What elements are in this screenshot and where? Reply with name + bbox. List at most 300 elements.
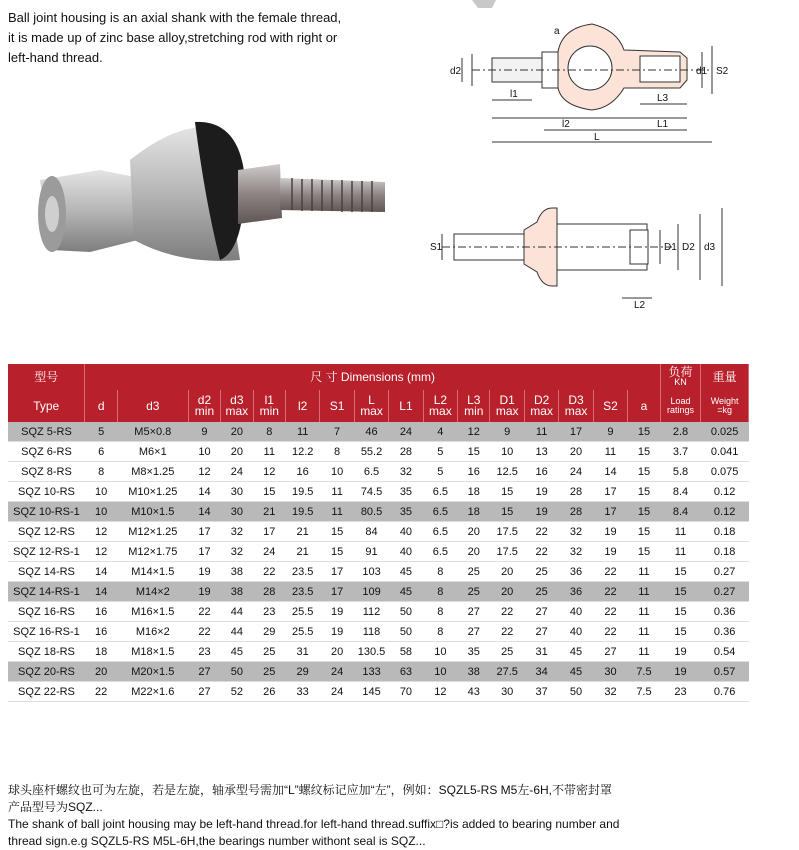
value-cell: 8 (423, 562, 457, 582)
value-cell: 20 (221, 422, 253, 442)
value-cell: M16×2 (117, 622, 188, 642)
column-header-sub: min (464, 404, 484, 418)
value-cell: 11 (593, 442, 627, 462)
column-header (253, 390, 285, 422)
value-cell: 0.18 (701, 542, 749, 562)
value-cell: 20 (85, 662, 117, 682)
value-cell: 22 (593, 622, 627, 642)
value-cell: 10 (423, 662, 457, 682)
value-cell: 15 (628, 542, 661, 562)
dim-label-l1-upper: L1 (657, 119, 669, 130)
value-cell: 5 (85, 422, 117, 442)
value-cell: 15 (660, 562, 701, 582)
value-cell: 19 (320, 602, 354, 622)
column-header-sub: max (429, 404, 452, 418)
value-cell: 11 (285, 422, 319, 442)
column-header-main: d (97, 398, 105, 413)
dim-label-d1: d1 (696, 66, 708, 77)
value-cell: 6.5 (423, 502, 457, 522)
column-header-main: L3 (467, 393, 481, 407)
column-header-main: d3 (230, 393, 244, 407)
value-cell: 21 (285, 522, 319, 542)
value-cell: 19.5 (285, 482, 319, 502)
value-cell: 14 (85, 582, 117, 602)
value-cell: 24 (221, 462, 253, 482)
intro-text (8, 8, 408, 68)
value-cell: 15 (628, 482, 661, 502)
dim-label-l3: L3 (657, 93, 669, 104)
model-cell: SQZ 5-RS (8, 422, 85, 442)
dim-label-D1: D1 (664, 242, 677, 253)
value-cell: M22×1.6 (117, 682, 188, 702)
column-header (221, 390, 253, 422)
value-cell: 25 (253, 642, 285, 662)
value-cell: 40 (389, 522, 423, 542)
value-cell: 19 (188, 582, 220, 602)
column-header-sub: max (495, 404, 519, 418)
header-load (660, 364, 701, 390)
value-cell: 27 (458, 622, 490, 642)
value-cell: 22 (188, 602, 220, 622)
value-cell: 11 (628, 622, 661, 642)
value-cell: 19 (524, 502, 558, 522)
column-header-sub: min (194, 404, 215, 418)
column-header (458, 390, 490, 422)
value-cell: 8 (423, 622, 457, 642)
value-cell: 18 (458, 502, 490, 522)
table-row (8, 522, 749, 542)
model-cell: SQZ 10-RS (8, 482, 85, 502)
note-cn-2: 产品型号为SQZ... (8, 800, 103, 814)
value-cell: 24 (559, 462, 593, 482)
value-cell: 2.8 (660, 422, 701, 442)
value-cell: 40 (389, 542, 423, 562)
value-cell: 45 (559, 642, 593, 662)
value-cell: 50 (559, 682, 593, 702)
technical-drawing-side (412, 0, 797, 150)
value-cell: 20 (490, 582, 524, 602)
value-cell: 7.5 (628, 662, 661, 682)
value-cell: 10 (85, 502, 117, 522)
value-cell: 16 (85, 622, 117, 642)
value-cell: 23.5 (285, 582, 319, 602)
column-header (285, 390, 319, 422)
table-row (8, 662, 749, 682)
value-cell: 74.5 (354, 482, 388, 502)
model-cell: SQZ 20-RS (8, 662, 85, 682)
value-cell: 0.54 (701, 642, 749, 662)
value-cell: 25 (490, 642, 524, 662)
value-cell: 17 (253, 522, 285, 542)
column-header (117, 390, 188, 422)
column-header (593, 390, 627, 422)
value-cell: 28 (389, 442, 423, 462)
dim-label-L2: L2 (634, 300, 646, 310)
value-cell: M14×2 (117, 582, 188, 602)
value-cell: 63 (389, 662, 423, 682)
dim-label-l2: l2 (562, 119, 570, 130)
value-cell: 22 (253, 562, 285, 582)
value-cell: 22 (524, 542, 558, 562)
value-cell: 0.27 (701, 582, 749, 602)
model-cell: SQZ 6-RS (8, 442, 85, 462)
value-cell: 0.18 (701, 522, 749, 542)
intro-line-1: Ball joint housing is an axial shank with the female thread, (8, 10, 342, 25)
value-cell: 10 (188, 442, 220, 462)
table-row (8, 482, 749, 502)
value-cell: 19 (660, 642, 701, 662)
value-cell: 45 (559, 662, 593, 682)
value-cell: 20 (221, 442, 253, 462)
table-row (8, 642, 749, 662)
value-cell: 20 (559, 442, 593, 462)
value-cell: 7.5 (628, 682, 661, 702)
value-cell: M5×0.8 (117, 422, 188, 442)
header-weight-cn: 重量 (701, 364, 749, 390)
value-cell: 9 (490, 422, 524, 442)
dim-label-d3: d3 (704, 242, 716, 253)
value-cell: M18×1.5 (117, 642, 188, 662)
value-cell: 118 (354, 622, 388, 642)
value-cell: 25 (458, 562, 490, 582)
value-cell: 27 (188, 662, 220, 682)
model-cell: SQZ 16-RS-1 (8, 622, 85, 642)
value-cell: 6.5 (354, 462, 388, 482)
value-cell: 13 (524, 442, 558, 462)
value-cell: 32 (559, 522, 593, 542)
column-header-main: L (368, 393, 375, 407)
value-cell: 46 (354, 422, 388, 442)
value-cell: 12 (458, 422, 490, 442)
column-header-sub: max (564, 404, 588, 418)
technical-drawing-front (412, 200, 797, 310)
model-cell: SQZ 14-RS-1 (8, 582, 85, 602)
value-cell: 25.5 (285, 602, 319, 622)
value-cell: M16×1.5 (117, 602, 188, 622)
value-cell: 22 (593, 602, 627, 622)
value-cell: 38 (221, 562, 253, 582)
header-load-kn: KN (674, 377, 687, 387)
value-cell: 11 (628, 562, 661, 582)
value-cell: 10 (320, 462, 354, 482)
column-header (559, 390, 593, 422)
value-cell: 84 (354, 522, 388, 542)
value-cell: 14 (85, 562, 117, 582)
table-row (8, 442, 749, 462)
value-cell: 0.041 (701, 442, 749, 462)
value-cell: 19 (524, 482, 558, 502)
value-cell: 15 (660, 602, 701, 622)
value-cell: 11 (660, 542, 701, 562)
value-cell: 45 (221, 642, 253, 662)
dim-label-s1: S1 (430, 242, 443, 253)
value-cell: 22 (490, 622, 524, 642)
value-cell: 15 (320, 542, 354, 562)
value-cell: 50 (389, 602, 423, 622)
value-cell: 17 (320, 582, 354, 602)
value-cell: 55.2 (354, 442, 388, 462)
value-cell: 15 (660, 582, 701, 602)
value-cell: 38 (458, 662, 490, 682)
value-cell: 20 (458, 522, 490, 542)
value-cell: 44 (221, 622, 253, 642)
value-cell: 44 (221, 602, 253, 622)
value-cell: 130.5 (354, 642, 388, 662)
value-cell: 22 (85, 682, 117, 702)
value-cell: 30 (593, 662, 627, 682)
column-header (320, 390, 354, 422)
value-cell: 14 (188, 482, 220, 502)
value-cell: 17 (593, 482, 627, 502)
value-cell: 20 (320, 642, 354, 662)
value-cell: 31 (285, 642, 319, 662)
value-cell: 6.5 (423, 482, 457, 502)
value-cell: 15 (628, 462, 661, 482)
value-cell: 21 (285, 542, 319, 562)
column-header-sub: max (360, 404, 383, 418)
value-cell: 40 (559, 622, 593, 642)
value-cell: 28 (559, 482, 593, 502)
value-cell: 25 (253, 662, 285, 682)
value-cell: 10 (423, 642, 457, 662)
value-cell: 15 (628, 422, 661, 442)
value-cell: 103 (354, 562, 388, 582)
value-cell: 50 (221, 662, 253, 682)
value-cell: 17 (320, 562, 354, 582)
column-header (85, 390, 117, 422)
value-cell: 15 (253, 482, 285, 502)
value-cell: 15 (490, 502, 524, 522)
value-cell: 5 (423, 462, 457, 482)
value-cell: 25 (524, 562, 558, 582)
value-cell: 17 (188, 542, 220, 562)
value-cell: 32 (593, 682, 627, 702)
value-cell: 11 (628, 602, 661, 622)
column-header (389, 390, 423, 422)
value-cell: 50 (389, 622, 423, 642)
value-cell: 11 (660, 522, 701, 542)
ball-joint-photo (30, 100, 390, 280)
value-cell: 11 (320, 482, 354, 502)
column-header-main: L1 (399, 398, 413, 413)
column-header-main: D1 (499, 393, 515, 407)
model-cell: SQZ 8-RS (8, 462, 85, 482)
model-cell: SQZ 10-RS-1 (8, 502, 85, 522)
header-weight-en2: =kg (717, 405, 733, 415)
value-cell: 109 (354, 582, 388, 602)
dim-label-s2: S2 (716, 66, 729, 77)
value-cell: 23 (188, 642, 220, 662)
intro-line-3: left-hand thread. (8, 50, 103, 65)
value-cell: 27 (593, 642, 627, 662)
value-cell: 22 (524, 522, 558, 542)
header-load-en1: Load (670, 396, 691, 406)
dim-label-D2: D2 (682, 242, 695, 253)
dim-label-d2: d2 (450, 66, 462, 77)
value-cell: 30 (221, 482, 253, 502)
value-cell: 11 (320, 502, 354, 522)
value-cell: 16 (524, 462, 558, 482)
value-cell: 12.5 (490, 462, 524, 482)
value-cell: 12.2 (285, 442, 319, 462)
value-cell: 17.5 (490, 522, 524, 542)
column-header-main: l2 (298, 398, 308, 413)
value-cell: 32 (389, 462, 423, 482)
value-cell: 31 (524, 642, 558, 662)
column-header-main: S1 (329, 398, 345, 413)
table-row (8, 462, 749, 482)
table-row (8, 422, 749, 442)
value-cell: M12×1.75 (117, 542, 188, 562)
value-cell: 0.12 (701, 482, 749, 502)
value-cell: 12 (85, 522, 117, 542)
value-cell: 3.7 (660, 442, 701, 462)
intro-line-2: it is made up of zinc base alloy,stretching rod with right or (8, 30, 338, 45)
value-cell: 17 (559, 422, 593, 442)
column-header-main: D2 (533, 393, 550, 407)
table-row (8, 622, 749, 642)
value-cell: 16 (458, 462, 490, 482)
value-cell: 0.12 (701, 502, 749, 522)
note-en-1: The shank of ball joint housing may be left-hand thread.for left-hand thread.suffix□?is added to bearing number and (8, 817, 620, 831)
column-header-main: S2 (603, 398, 618, 413)
table-row (8, 602, 749, 622)
value-cell: 24 (389, 422, 423, 442)
value-cell: 25.5 (285, 622, 319, 642)
value-cell: 8 (253, 422, 285, 442)
value-cell: 0.025 (701, 422, 749, 442)
header-load-en2: ratings (667, 405, 695, 415)
value-cell: 11 (628, 642, 661, 662)
column-header-main: d2 (197, 393, 212, 407)
value-cell: 15 (628, 442, 661, 462)
header-type-en: Type (8, 390, 85, 422)
value-cell: 145 (354, 682, 388, 702)
dimension-table (8, 364, 749, 702)
value-cell: 24 (320, 662, 354, 682)
value-cell: M20×1.5 (117, 662, 188, 682)
value-cell: 29 (253, 622, 285, 642)
column-header-sub: min (259, 404, 279, 418)
value-cell: 18 (85, 642, 117, 662)
dim-label-L: L (594, 132, 600, 143)
value-cell: 35 (458, 642, 490, 662)
column-header-main: d3 (146, 398, 160, 413)
value-cell: 30 (221, 502, 253, 522)
value-cell: 25 (458, 582, 490, 602)
value-cell: 91 (354, 542, 388, 562)
value-cell: 17 (593, 502, 627, 522)
value-cell: 0.36 (701, 602, 749, 622)
note-en-2: thread sign.e.g SQZL5-RS M5L-6H,the bearings number withont seal is SQZ... (8, 834, 426, 848)
value-cell: 36 (559, 562, 593, 582)
value-cell: 27 (524, 622, 558, 642)
value-cell: 16 (85, 602, 117, 622)
value-cell: 29 (285, 662, 319, 682)
value-cell: M6×1 (117, 442, 188, 462)
value-cell: 11 (628, 582, 661, 602)
value-cell: 23 (660, 682, 701, 702)
value-cell: 27.5 (490, 662, 524, 682)
column-header (524, 390, 558, 422)
value-cell: 70 (389, 682, 423, 702)
value-cell: 11 (253, 442, 285, 462)
table-row (8, 502, 749, 522)
value-cell: 6 (85, 442, 117, 462)
model-cell: SQZ 12-RS (8, 522, 85, 542)
value-cell: 24 (320, 682, 354, 702)
value-cell: 10 (490, 442, 524, 462)
dim-label-l1: l1 (510, 89, 518, 100)
value-cell: 36 (559, 582, 593, 602)
note-cn-1: 球头座杆螺纹也可为左旋，若是左旋，轴承型号需加“L”螺纹标记应加“左”，例如：SQZL5-RS M5左-6H,不带密封罩 (8, 783, 613, 797)
value-cell: 6.5 (423, 522, 457, 542)
column-header-main: a (640, 398, 648, 413)
value-cell: 15 (458, 442, 490, 462)
value-cell: 0.27 (701, 562, 749, 582)
table-row (8, 582, 749, 602)
value-cell: 18 (458, 482, 490, 502)
header-dimensions: 尺 寸 Dimensions (mm) (85, 364, 660, 390)
value-cell: 17 (188, 522, 220, 542)
value-cell: 22 (593, 562, 627, 582)
value-cell: 8 (320, 442, 354, 462)
value-cell: 0.075 (701, 462, 749, 482)
value-cell: 7 (320, 422, 354, 442)
value-cell: 15 (628, 522, 661, 542)
header-weight-en (701, 390, 749, 422)
column-header-main: D3 (568, 393, 584, 407)
value-cell: 133 (354, 662, 388, 682)
column-header (423, 390, 457, 422)
value-cell: 28 (559, 502, 593, 522)
value-cell: 8 (423, 582, 457, 602)
value-cell: 15 (660, 622, 701, 642)
value-cell: 15 (628, 502, 661, 522)
value-cell: 15 (490, 482, 524, 502)
value-cell: 12 (85, 542, 117, 562)
table-row (8, 682, 749, 702)
value-cell: 16 (285, 462, 319, 482)
value-cell: 14 (188, 502, 220, 522)
value-cell: 26 (253, 682, 285, 702)
value-cell: M14×1.5 (117, 562, 188, 582)
value-cell: 32 (221, 522, 253, 542)
value-cell: 22 (593, 582, 627, 602)
value-cell: 32 (559, 542, 593, 562)
value-cell: 9 (593, 422, 627, 442)
value-cell: 112 (354, 602, 388, 622)
model-cell: SQZ 16-RS (8, 602, 85, 622)
value-cell: M10×1.25 (117, 482, 188, 502)
value-cell: 5.8 (660, 462, 701, 482)
value-cell: 0.36 (701, 622, 749, 642)
value-cell: 4 (423, 422, 457, 442)
value-cell: 40 (559, 602, 593, 622)
value-cell: 37 (524, 682, 558, 702)
value-cell: 22 (188, 622, 220, 642)
value-cell: 23.5 (285, 562, 319, 582)
value-cell: 34 (524, 662, 558, 682)
dim-label-a: a (554, 26, 560, 37)
value-cell: 8 (423, 602, 457, 622)
table-row (8, 562, 749, 582)
notes (8, 782, 798, 850)
value-cell: 25 (524, 582, 558, 602)
column-header (628, 390, 661, 422)
value-cell: 19 (593, 522, 627, 542)
value-cell: 28 (253, 582, 285, 602)
